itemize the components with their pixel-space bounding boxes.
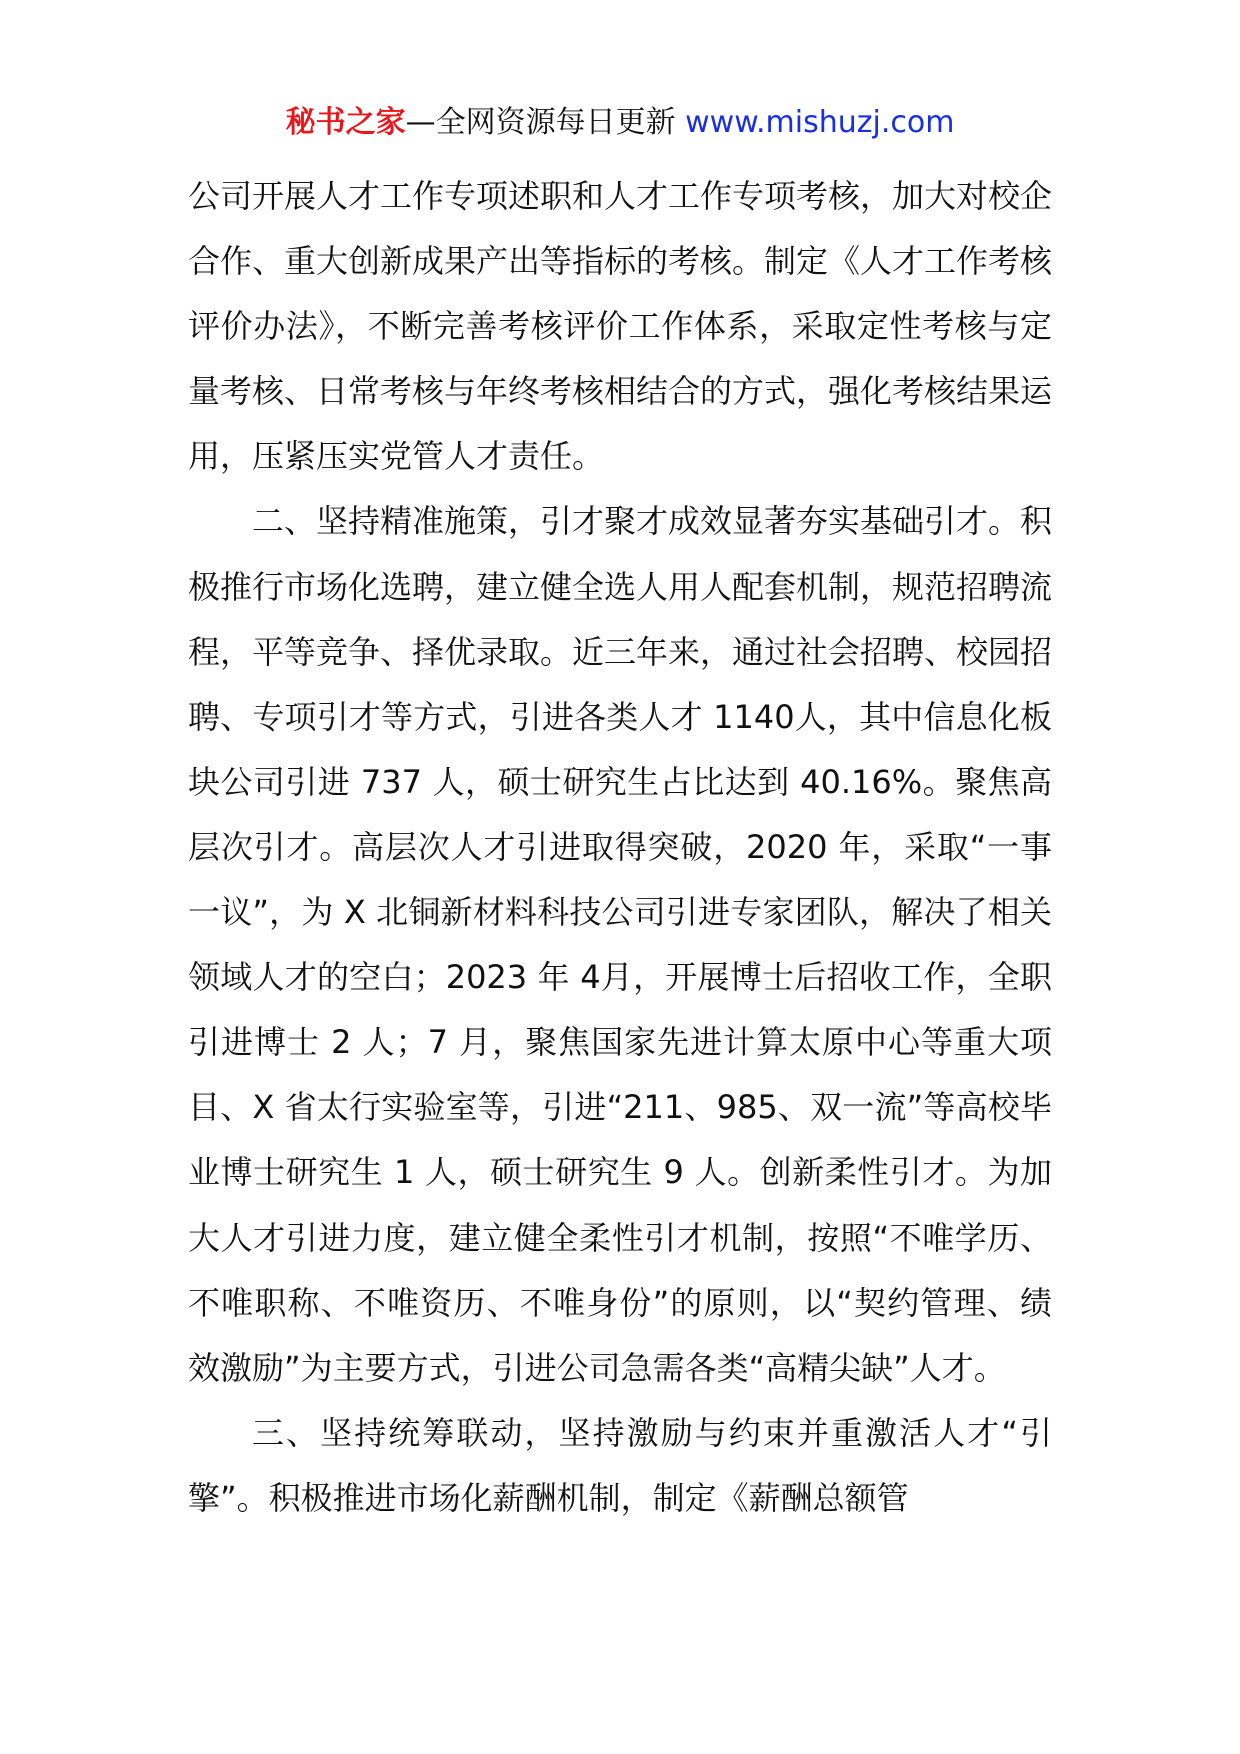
page-header (0, 100, 1240, 146)
paragraph-3: 三、坚持统筹联动，坚持激励与约束并重激活人才“引擎”。积极推进市场化薪酬机制，制定《薪酬总额管 (188, 1413, 1052, 1517)
document-body (188, 164, 1052, 1531)
paragraph-1: 公司开展人才工作专项述职和人才工作专项考核，加大对校企合作、重大创新成果产出等指标的考核。制定《人才工作考核评价办法》，不断完善考核评价工作体系，采取定性考核与定量考核、日常考核与年终考核相结合的方式，强化考核结果运用，压紧压实党管人才责任。 (188, 177, 1053, 476)
header-url-link[interactable]: www.mishuzj.com (685, 105, 955, 140)
header-tagline: —全网资源每日更新 (405, 105, 686, 140)
paragraph-2: 二、坚持精准施策，引才聚才成效显著夯实基础引才。积极推行市场化选聘，建立健全选人用人配套机制，规范招聘流程，平等竞争、择优录取。近三年来，通过社会招聘、校园招聘、专项引才等方式，引进各类人才 1140人，其中信息化板块公司引进 737 人，硕士研究生占比达到 40.16%。聚焦高层次引才。高层次人才引进取得突破，2020 年，采取“一事一议”，为 X 北铜新材料科技公司引进专家团队，解决了相关领域人才的空白；2023 年 4月，开展博士后招收工作，全职引进博士 2 人；7 月，聚焦国家先进计算太原中心等重大项目、X 省太行实验室等，引进“211、985、双一流”等高校毕业博士研究生 1 人，硕士研究生 9 人。创新柔性引才。为加大人才引进力度，建立健全柔性引才机制，按照“不唯学历、不唯职称、不唯资历、不唯身份”的原则，以“契约管理、绩效激励”为主要方式，引进公司急需各类“高精尖缺”人才。 (188, 502, 1053, 1387)
header-brand: 秘书之家 (285, 105, 406, 140)
